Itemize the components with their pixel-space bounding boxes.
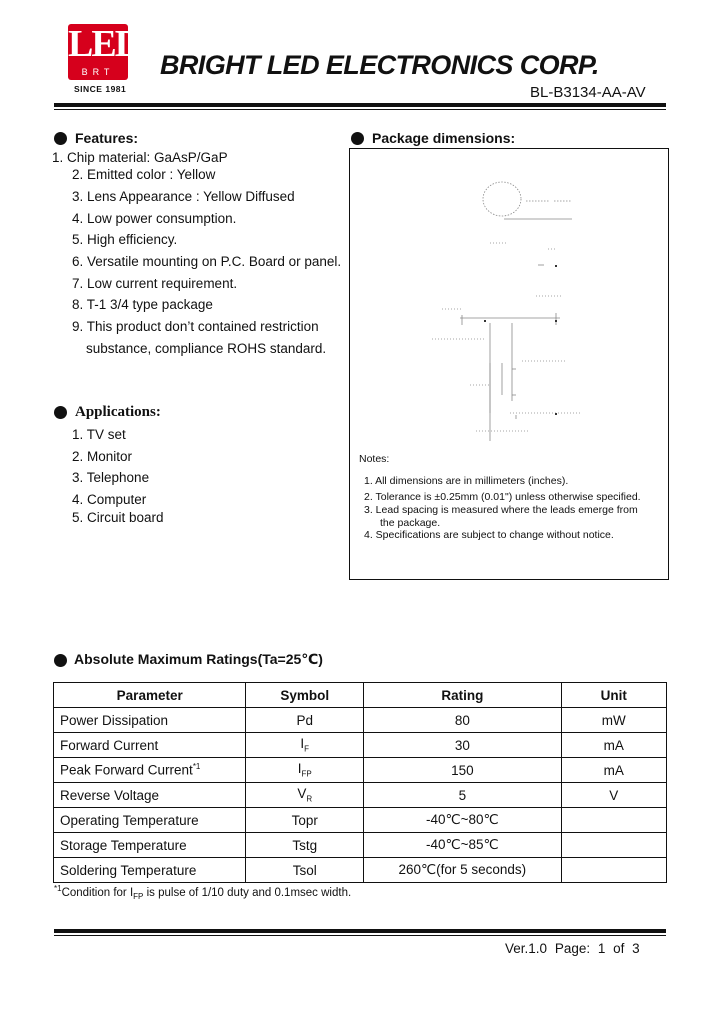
cell-parameter: Soldering Temperature	[54, 858, 246, 883]
table-row	[54, 808, 667, 833]
page-number: 1	[597, 941, 606, 956]
symbol-main: I	[300, 736, 305, 752]
list-item: 2. Monitor	[72, 449, 133, 464]
footer-rule	[54, 929, 666, 933]
cell-unit: V	[561, 783, 666, 808]
company-name: BRIGHT LED ELECTRONICS CORP.	[160, 50, 599, 80]
header-unit: Unit	[561, 683, 666, 708]
features-bullet-icon	[54, 132, 67, 145]
cell-parameter: Power Dissipation	[54, 708, 246, 733]
list-item: 3. Telephone	[72, 470, 150, 485]
table-row	[54, 833, 667, 858]
cell-rating: -40℃~85℃	[364, 833, 562, 858]
header-parameter: Parameter	[54, 683, 246, 708]
table-header-row	[54, 683, 667, 708]
table-row	[54, 733, 667, 758]
cell-rating: -40℃~80℃	[364, 808, 562, 833]
list-item: substance, compliance ROHS standard.	[86, 341, 327, 356]
header-symbol: Symbol	[246, 683, 364, 708]
list-item: 5. High efficiency.	[72, 232, 178, 247]
table-row	[54, 858, 667, 883]
applications-bullet-icon	[54, 406, 67, 419]
footer-rule-thin	[54, 935, 666, 936]
cell-rating: 80	[364, 708, 562, 733]
cell-rating: 150	[364, 758, 562, 783]
cell-rating: 30	[364, 733, 562, 758]
list-item: 4. Specifications are subject to change without notice.	[364, 529, 614, 541]
package-drawing	[350, 149, 668, 449]
features-title: Features:	[75, 130, 139, 146]
symbol-sub: FP	[301, 769, 312, 779]
cell-symbol: Tstg	[246, 833, 364, 858]
parameter-text: Peak Forward Current	[60, 762, 193, 778]
list-item: 1. Chip material: GaAsP/GaP	[52, 150, 228, 165]
list-item: 4. Computer	[72, 492, 147, 507]
ratings-table	[53, 682, 667, 883]
cell-parameter: Storage Temperature	[54, 833, 246, 858]
list-item: 3. Lead spacing is measured where the leads emerge from	[364, 504, 638, 516]
cell-unit: mA	[561, 733, 666, 758]
list-item: 6. Versatile mounting on P.C. Board or panel.	[72, 254, 342, 269]
list-item: 2. Emitted color : Yellow	[72, 167, 216, 182]
header-rating: Rating	[364, 683, 562, 708]
symbol-sub: R	[306, 794, 313, 804]
part-number: BL-B3134-AA-AV	[530, 84, 646, 101]
header-rule-thin	[54, 109, 666, 110]
cell-unit	[561, 858, 666, 883]
footnote	[54, 884, 351, 901]
cell-symbol: Topr	[246, 808, 364, 833]
page-total: 3	[632, 941, 640, 956]
version-label: Ver.1.0	[505, 941, 548, 956]
cell-symbol: Pd	[246, 708, 364, 733]
footnote-mark: *1	[54, 884, 62, 893]
ratings-bullet-icon	[54, 654, 67, 667]
symbol-main: V	[297, 786, 307, 802]
list-item: 2. Tolerance is ±0.25mm (0.01") unless otherwise specified.	[364, 491, 641, 503]
footnote-sub: FP	[133, 892, 144, 902]
cell-symbol	[246, 733, 364, 758]
list-item: 3. Lens Appearance : Yellow Diffused	[72, 189, 295, 204]
list-item: 4. Low power consumption.	[72, 211, 237, 226]
since-label: SINCE 1981	[74, 84, 127, 94]
cell-unit: mA	[561, 758, 666, 783]
list-item: 7. Low current requirement.	[72, 276, 238, 291]
package-title: Package dimensions:	[372, 130, 516, 146]
table-row	[54, 758, 667, 783]
list-item: 8. T-1 3/4 type package	[72, 297, 213, 312]
of-label: of	[613, 941, 625, 956]
table-row	[54, 783, 667, 808]
cell-parameter: Forward Current	[54, 733, 246, 758]
page-label: Page:	[554, 941, 591, 956]
package-bullet-icon	[351, 132, 364, 145]
list-item: 1. All dimensions are in millimeters (inches).	[364, 475, 569, 487]
cell-unit	[561, 833, 666, 858]
symbol-main: I	[297, 761, 302, 777]
cell-parameter: Reverse Voltage	[54, 783, 246, 808]
cell-unit	[561, 808, 666, 833]
list-item: the package.	[380, 517, 441, 529]
list-item: 1. TV set	[72, 427, 126, 442]
footnote-ref: *1	[192, 762, 201, 772]
header-rule	[54, 103, 666, 107]
cell-parameter	[54, 758, 246, 783]
logo-sub: BRT	[81, 67, 115, 77]
table-row	[54, 708, 667, 733]
cell-symbol	[246, 783, 364, 808]
notes-title: Notes:	[359, 453, 390, 465]
cell-symbol: Tsol	[246, 858, 364, 883]
cell-rating: 5	[364, 783, 562, 808]
logo-letters: LED	[68, 23, 141, 65]
footnote-pre: Condition for I	[61, 886, 134, 899]
list-item: 9. This product don’t contained restriction	[72, 319, 319, 334]
ratings-title: Absolute Maximum Ratings(Ta=25℃)	[74, 651, 323, 667]
cell-rating: 260℃(for 5 seconds)	[364, 858, 562, 883]
footnote-post: is pulse of 1/10 duty and 0.1msec width.	[143, 886, 352, 899]
cell-symbol	[246, 758, 364, 783]
page-footer	[505, 941, 644, 956]
applications-title: Applications:	[75, 404, 161, 420]
cell-parameter: Operating Temperature	[54, 808, 246, 833]
list-item: 5. Circuit board	[72, 510, 164, 525]
symbol-sub: F	[304, 744, 310, 754]
cell-unit: mW	[561, 708, 666, 733]
